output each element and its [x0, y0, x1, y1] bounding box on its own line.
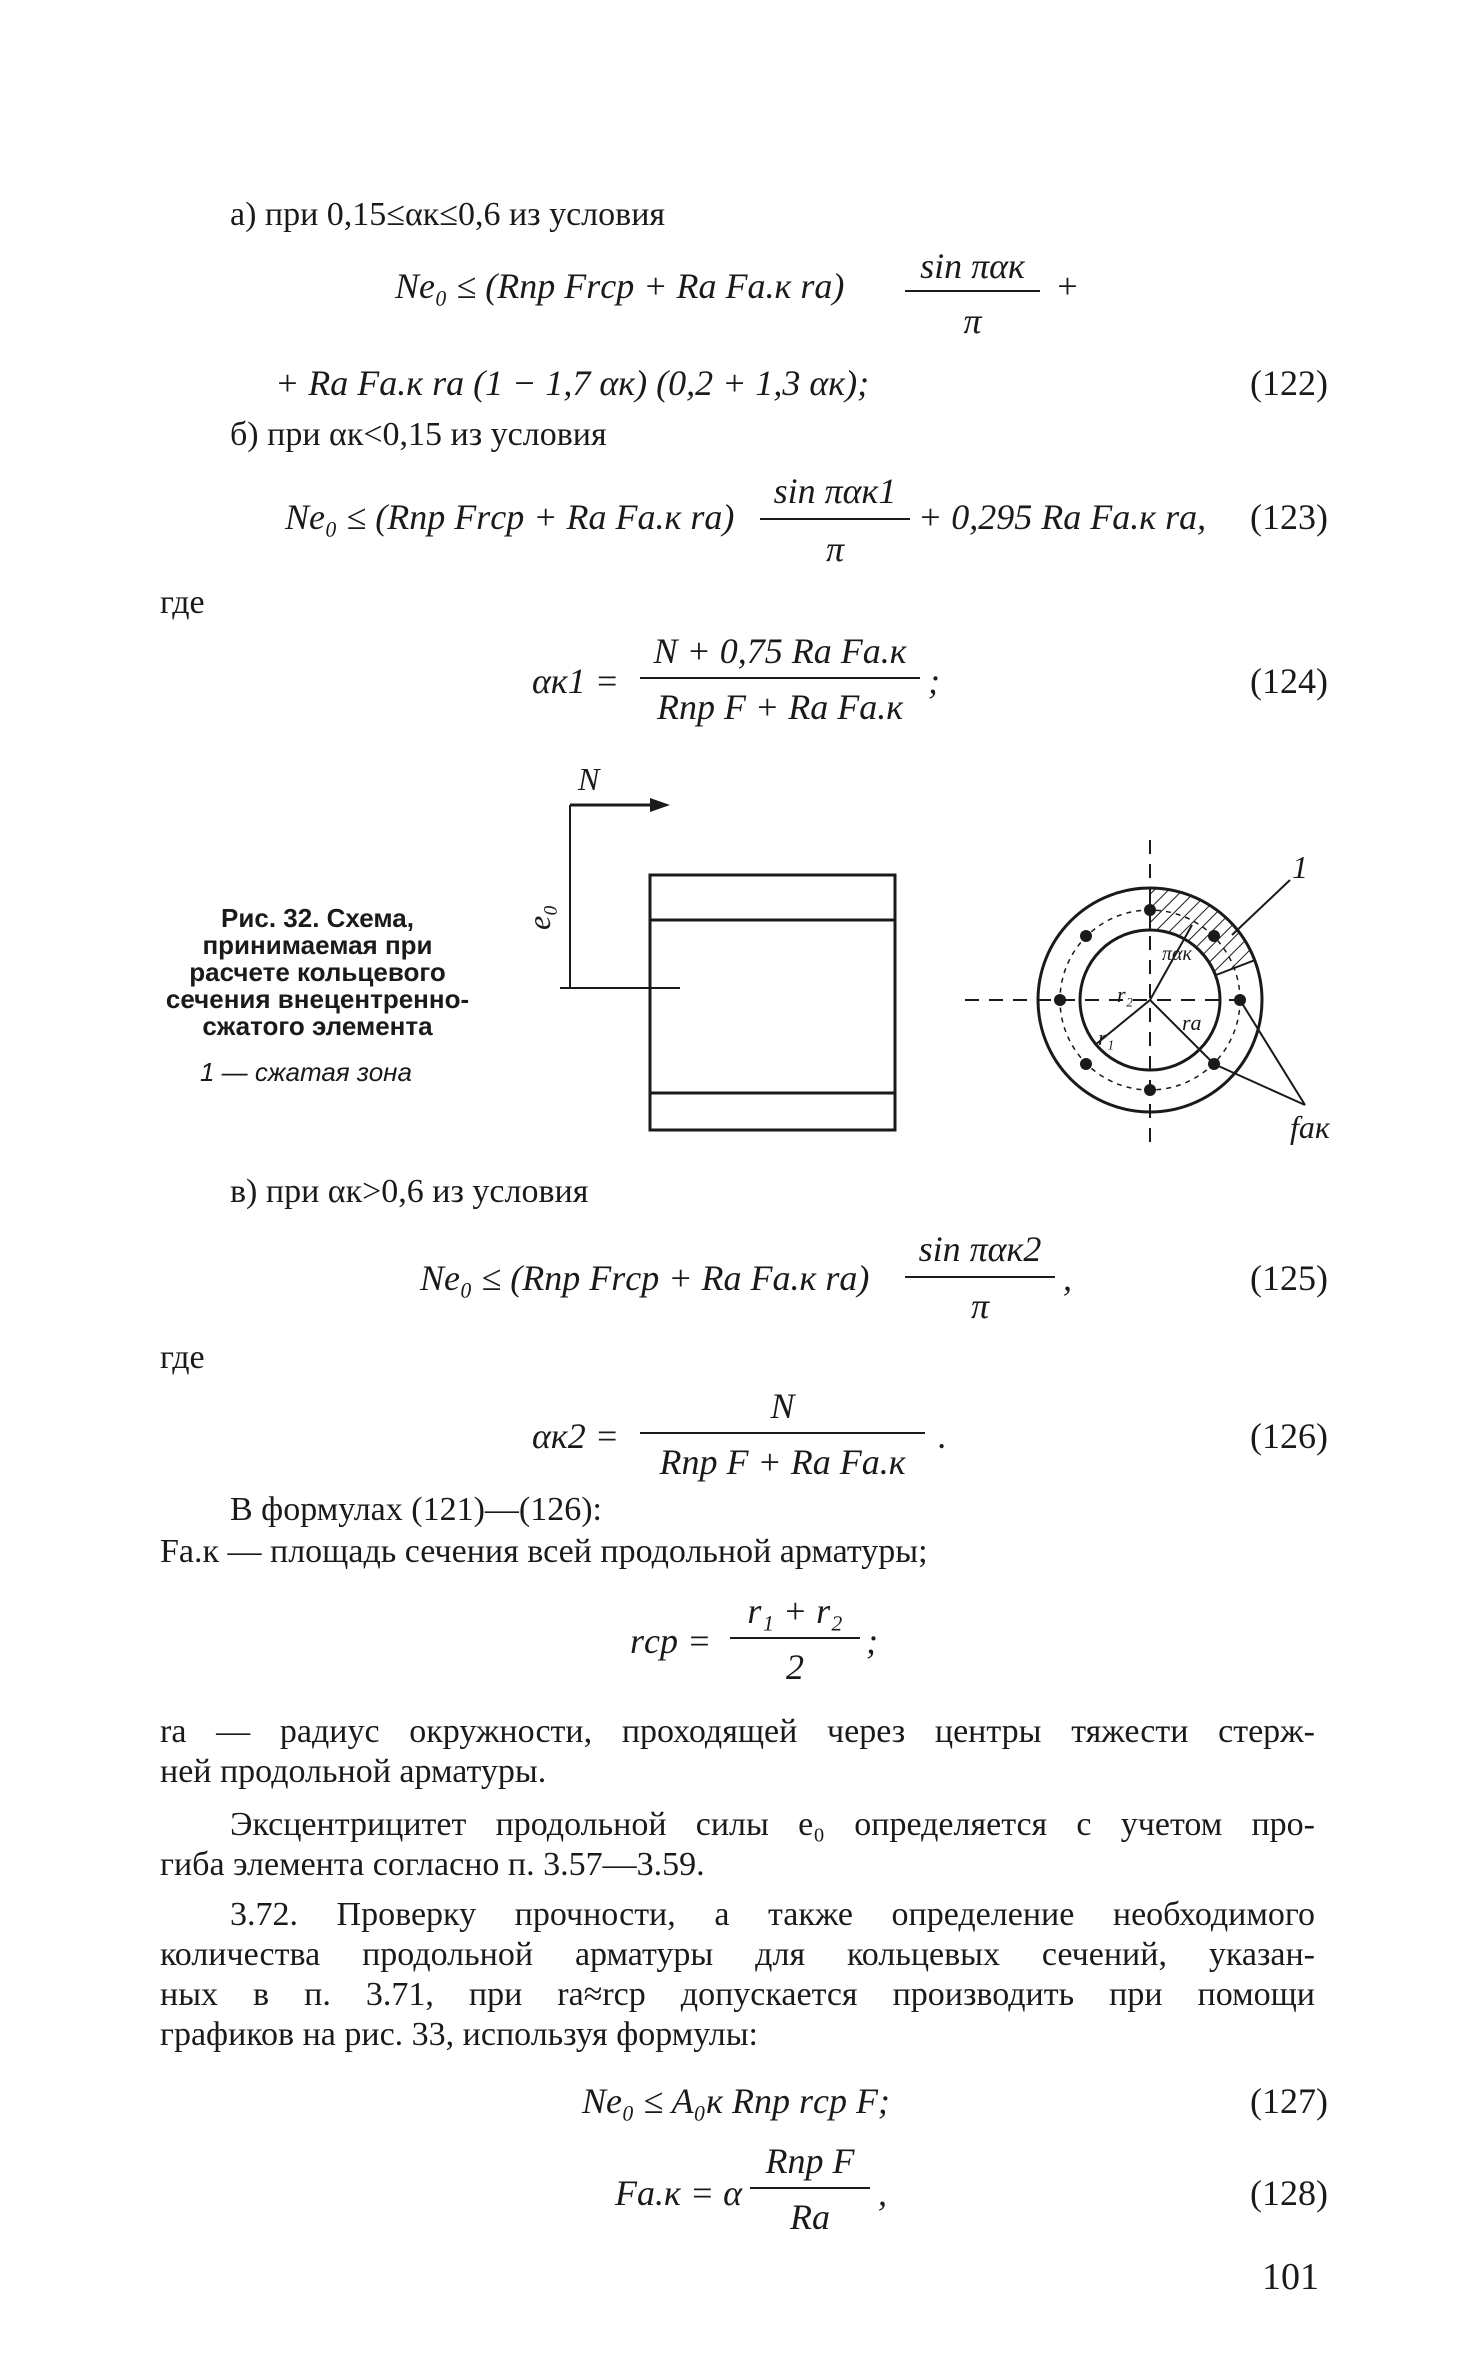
figure-32-diagram	[520, 760, 1350, 1150]
eq123-left: Ne₀ ≤ (Rпр Frср + Rа Fа.к rа)	[285, 497, 735, 537]
def-ra-line2: ней продольной арматуры.	[160, 1753, 547, 1790]
where-label-1: где	[160, 584, 205, 621]
label-ra: rа	[1182, 1010, 1202, 1035]
case-b-intro: б) при αк<0,15 из условия	[230, 416, 607, 453]
p372-line1: 3.72. Проверку прочности, а также определение необходимого	[230, 1896, 1315, 1933]
eq128-numerator: Rпр F	[765, 2141, 855, 2181]
defs-intro: В формулах (121)—(126):	[230, 1491, 603, 1528]
leader-1	[1232, 880, 1290, 935]
p372-line3: ных в п. 3.71, при rа≈rср допускается производить при помощи	[160, 1976, 1315, 2013]
def-ra-line1: rа — радиус окружности, проходящей через центры тяжести стерж-	[160, 1713, 1315, 1750]
eq122-line1-left: Ne₀ ≤ (Rпр Frср + Rа Fа.к rа)	[395, 266, 845, 306]
eq122-fraction-bar	[905, 290, 1040, 292]
page-number: 101	[1262, 2256, 1319, 2298]
eq125-left: Ne₀ ≤ (Rпр Frср + Rа Fа.к rа)	[420, 1258, 870, 1298]
label-r1: r₁	[1098, 1025, 1115, 1050]
rebar	[1080, 930, 1092, 942]
eq126-left: αк2 =	[532, 1416, 620, 1456]
eq126-denominator: Rпр F + Rа Fа.к	[659, 1442, 906, 1482]
rebar	[1080, 1058, 1092, 1070]
where-label-2: где	[160, 1339, 205, 1376]
case-c-intro: в) при αк>0,6 из условия	[230, 1173, 589, 1210]
rcp-tail: ;	[866, 1621, 878, 1661]
rebar	[1208, 930, 1220, 942]
eq126-tail: .	[938, 1416, 947, 1456]
p372-line4: графиков на рис. 33, используя формулы:	[160, 2016, 758, 2053]
rebar	[1054, 994, 1066, 1006]
rcp-denominator: 2	[786, 1647, 804, 1687]
eq128-fraction-bar	[750, 2187, 870, 2189]
ecc-line2: гиба элемента согласно п. 3.57—3.59.	[160, 1846, 705, 1883]
eq123-label: (123)	[1250, 497, 1328, 537]
eq126-numerator: N	[770, 1386, 795, 1426]
eq123-fraction-bar	[760, 518, 910, 520]
rebar	[1144, 1084, 1156, 1096]
eq128-left: Fа.к = α	[615, 2173, 743, 2213]
label-r2: r₂	[1117, 982, 1134, 1007]
eq122-line2: + Rа Fа.к rа (1 − 1,7 αк) (0,2 + 1,3 αк);	[275, 363, 870, 403]
def-fak: Fа.к — площадь сечения всей продольной арматуры;	[160, 1533, 928, 1570]
eq122-tail: +	[1055, 266, 1080, 306]
eq127-label: (127)	[1250, 2081, 1328, 2121]
eq122-fraction	[905, 245, 1040, 287]
figure-caption: Рис. 32. Схема, принимаемая при расчете кольцевого сечения внецентренно-сжатого элемента	[165, 903, 470, 1041]
label-1: 1	[1292, 849, 1308, 885]
eq127: Ne₀ ≤ A₀к Rпр rср F;	[582, 2081, 890, 2121]
eq124-fraction-bar	[640, 677, 920, 679]
eq122-label: (122)	[1250, 363, 1328, 403]
eq125-denominator: π	[970, 1286, 990, 1326]
rcp-fraction-bar	[730, 1637, 860, 1639]
rcp-numerator: r₁ + r₂	[747, 1591, 843, 1631]
figure-note: 1 — сжатая зона	[200, 1057, 412, 1087]
eq125-tail: ,	[1063, 1258, 1072, 1298]
label-N: N	[578, 761, 600, 797]
eq125-label: (125)	[1250, 1258, 1328, 1298]
eq124-tail: ;	[928, 661, 940, 701]
eq128-denominator: Rа	[790, 2197, 830, 2237]
eq126-label: (126)	[1250, 1416, 1328, 1456]
eq128-tail: ,	[878, 2173, 887, 2213]
label-fak: fак	[1290, 1109, 1330, 1145]
eq123-denominator: π	[825, 529, 845, 569]
rebar	[1144, 904, 1156, 916]
label-e0: e₀	[521, 904, 557, 930]
eq124-label: (124)	[1250, 661, 1328, 701]
eq128-label: (128)	[1250, 2173, 1328, 2213]
force-arrow-head	[650, 798, 670, 812]
eq122-numerator: sin παк	[920, 246, 1025, 286]
label-angle: παк	[1162, 943, 1192, 965]
eq123-tail: + 0,295 Rа Fа.к rа,	[918, 497, 1207, 537]
eq125-numerator: sin παк2	[918, 1229, 1042, 1269]
eq124-left: αк1 =	[532, 661, 620, 701]
p372-line2: количества продольной арматуры для кольцевых сечений, указан-	[160, 1936, 1315, 1973]
eq124-denominator: Rпр F + Rа Fа.к	[656, 687, 904, 727]
eq123-numerator: sin παк1	[773, 471, 897, 511]
eq124-numerator: N + 0,75 Rа Fа.к	[653, 631, 907, 671]
eq122-denominator: π	[963, 301, 982, 341]
eq126-fraction-bar	[640, 1432, 925, 1434]
case-a-intro: а) при 0,15≤αк≤0,6 из условия	[230, 196, 666, 233]
eq125-fraction-bar	[905, 1276, 1055, 1278]
rcp-left: rср =	[630, 1621, 712, 1661]
ecc-line1: Эксцентрицитет продольной силы e₀ определяется с учетом про-	[230, 1806, 1315, 1843]
